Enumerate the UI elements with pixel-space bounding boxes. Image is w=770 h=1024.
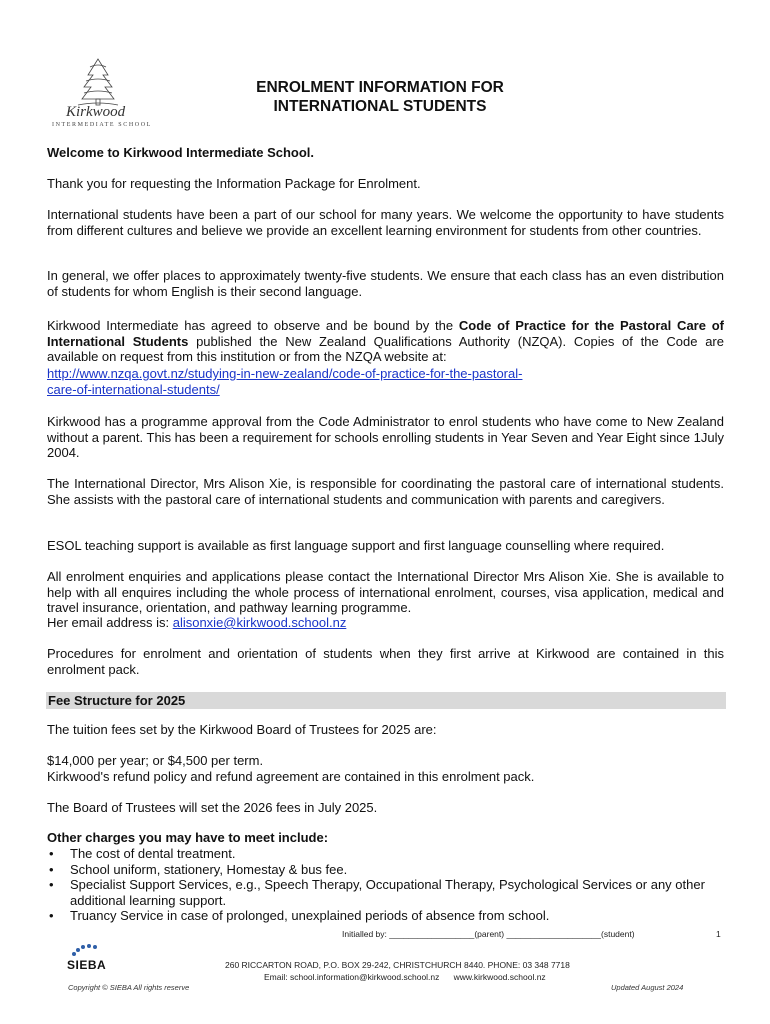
title-line-2: INTERNATIONAL STUDENTS (273, 98, 487, 115)
sieba-logo-text: SIEBA (67, 958, 107, 972)
nzqa-link-cont[interactable]: care-of-international-students/ (47, 382, 220, 397)
fee-amount: $14,000 per year; or $4,500 per term. (47, 753, 264, 768)
para-esol: ESOL teaching support is available as first language support and first language counselling where required. (47, 538, 665, 553)
footer-address: 260 RICCARTON ROAD, P.O. BOX 29-242, CHRISTCHURCH 8440. PHONE: 03 348 7718 (225, 960, 570, 970)
list-item: • School uniform, stationery, Homestay & bus fee. (46, 862, 718, 878)
nzqa-link-line-2 (47, 382, 220, 398)
other-charges-heading: Other charges you may have to meet include: (47, 830, 329, 845)
email-line (47, 615, 346, 631)
para-general: In general, we offer places to approximately twenty-five students. We ensure that each class has an even distribution of students for whom English is their second language. (47, 268, 724, 299)
list-item: • The cost of dental treatment. (46, 846, 718, 862)
email-link[interactable]: alisonxie@kirkwood.school.nz (172, 615, 347, 630)
para-enquiries: All enrolment enquiries and applications please contact the International Director Mrs Alison Xie. She is available to help with all enquires including the whole process of international enrolment, courses, visa application, medical and travel insurance, orientation, and pathway learning programme. (47, 569, 724, 616)
logo-subtitle: INTERMEDIATE SCHOOL (52, 122, 152, 128)
updated-date: Updated August 2024 (611, 983, 684, 992)
para-international: International students have been a part of our school for many years. We welcome the opportunity to have students from different cultures and believe we provide an excellent learning environment for students from other countries. (47, 207, 724, 238)
sieba-dots-icon (68, 940, 118, 960)
title-line-1: ENROLMENT INFORMATION FOR (256, 79, 504, 96)
nzqa-link[interactable]: http://www.nzqa.govt.nz/studying-in-new-zealand/code-of-practice-for-the-pastoral- (47, 366, 523, 381)
fee-refund: Kirkwood's refund policy and refund agreement are contained in this enrolment pack. (47, 769, 535, 784)
fee-heading-bar (46, 692, 726, 709)
nzqa-link-line-1 (47, 366, 522, 382)
email-prefix: Her email address is: (47, 615, 173, 630)
para-procedures: Procedures for enrolment and orientation of students when they first arrive at Kirkwood are contained in this enrolment pack. (47, 646, 724, 677)
charges-list (46, 846, 718, 924)
code-text-after: published the New Zealand Qualifications Authority (NZQA). Copies of the Code are available on request from this institution or from the NZQA website at: (47, 333, 724, 365)
welcome-heading: Welcome to Kirkwood Intermediate School. (47, 145, 315, 160)
code-text-before: Kirkwood Intermediate has agreed to observe and be bound by the (47, 318, 459, 333)
list-item: • Truancy Service in case of prolonged, unexplained periods of absence from school. (46, 908, 718, 924)
para-director: The International Director, Mrs Alison Xie, is responsible for coordinating the pastoral care of international students. She assists with the pastoral care of international students and communication with parents and caregivers. (47, 476, 724, 507)
para-code (47, 318, 724, 365)
initialled-line: Initialled by: __________________(parent) ____________________(student) (342, 929, 635, 939)
page-title (205, 78, 555, 116)
fee-heading: Fee Structure for 2025 (48, 693, 186, 708)
list-item: • Specialist Support Services, e.g., Speech Therapy, Occupational Therapy, Psychological Services or any other additional learning support. (46, 877, 718, 908)
fee-intro: The tuition fees set by the Kirkwood Board of Trustees for 2025 are: (47, 722, 437, 737)
thanks-text: Thank you for requesting the Information Package for Enrolment. (47, 176, 421, 191)
fee-2026: The Board of Trustees will set the 2026 fees in July 2025. (47, 800, 378, 815)
code-bold: Code of Practice for the Pastoral Care of International Students (47, 318, 725, 349)
para-programme: Kirkwood has a programme approval from the Code Administrator to enrol students who have come to New Zealand without a parent. This has been a requirement for schools enrolling students in Year Seven and Year Eight since 1July 2004. (47, 414, 724, 461)
logo-name: Kirkwood (66, 104, 126, 120)
page-number: 1 (716, 929, 721, 939)
copyright: Copyright © SIEBA All rights reserve (68, 983, 190, 992)
footer-contact: Email: school.information@kirkwood.school.nz www.kirkwood.school.nz (264, 972, 546, 982)
